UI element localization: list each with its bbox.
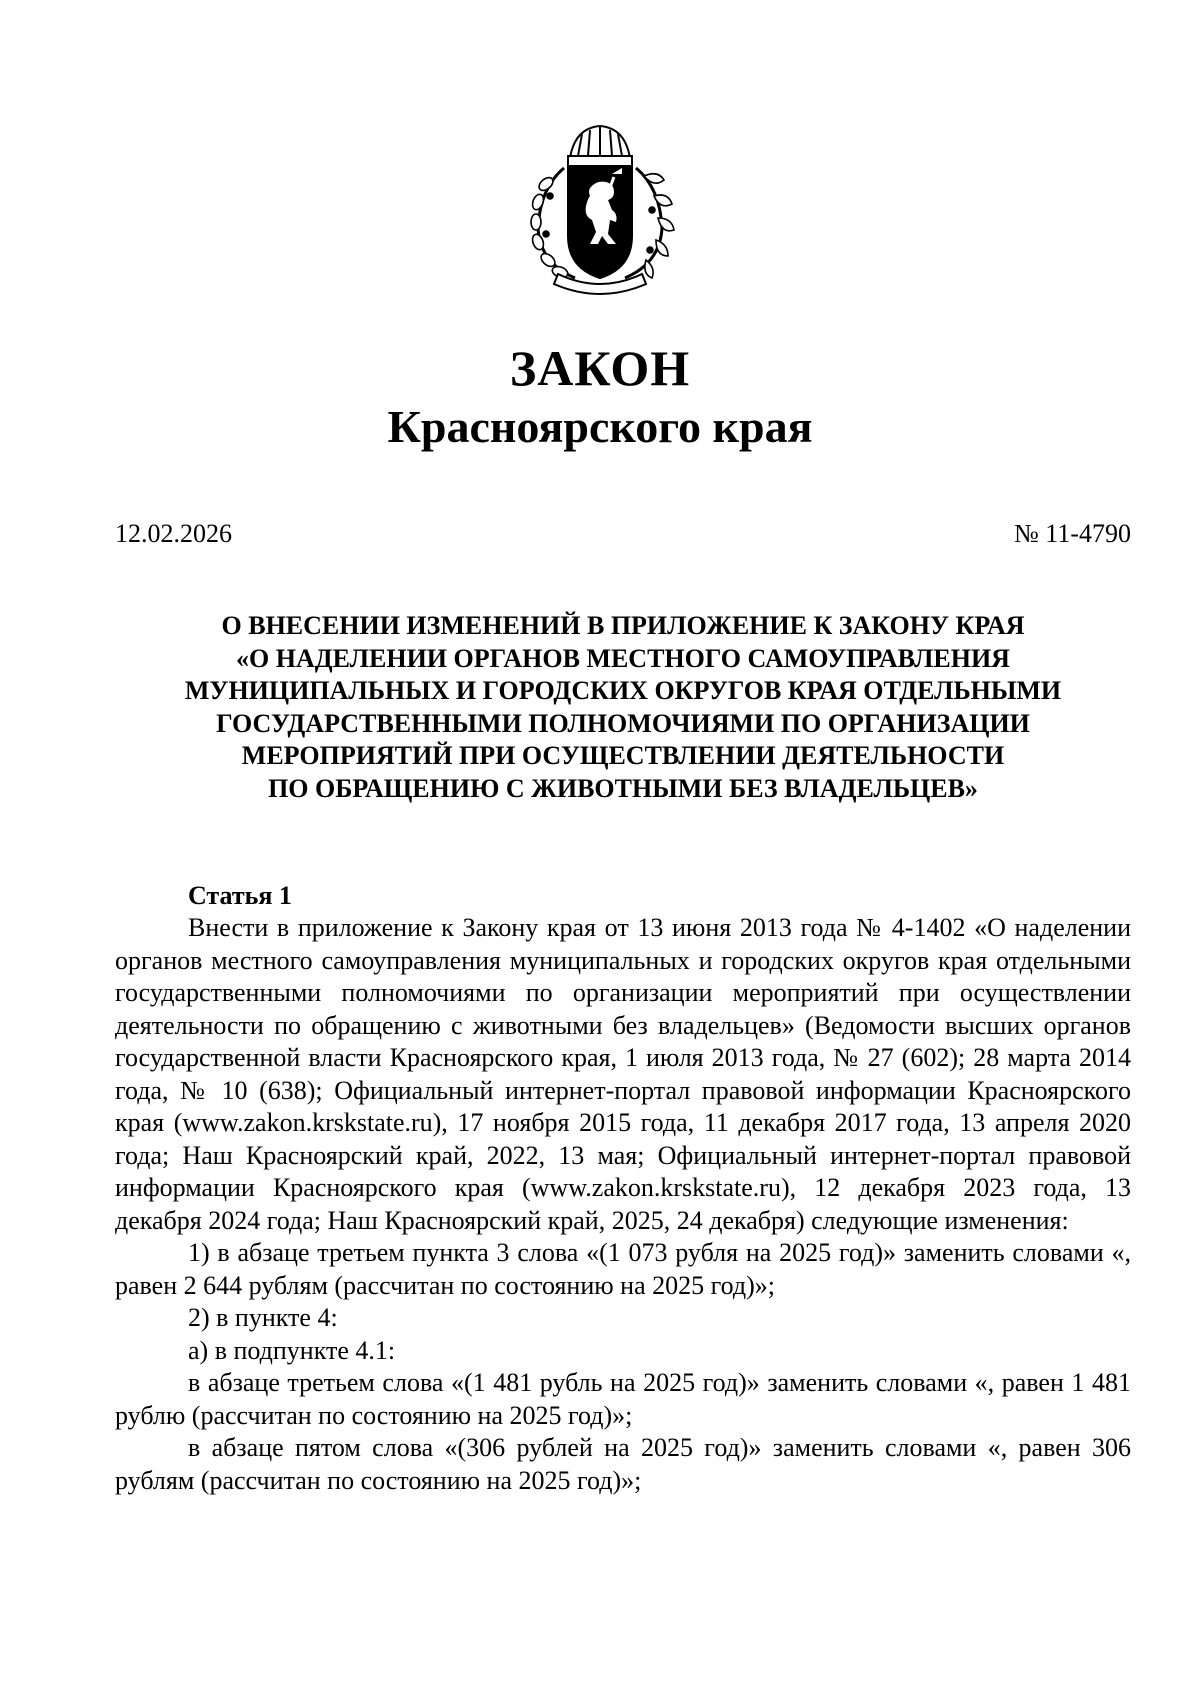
heading-line: «О НАДЕЛЕНИИ ОРГАНОВ МЕСТНОГО САМОУПРАВЛЕНИЯ xyxy=(236,643,1010,673)
article-title: Статья 1 xyxy=(188,881,292,910)
heading-line: ГОСУДАРСТВЕННЫМИ ПОЛНОМОЧИЯМИ ПО ОРГАНИЗАЦИИ xyxy=(216,708,1030,738)
paragraph: Внести в приложение к Закону края от 13 июня 2013 года № 4-1402 «О наделении органов местного самоуправления муниципальных и городских округов края отдельными государственными полномочиями по организации мероприятий при осуществлении деятельности по обращению с животными без владельцев» (Ведомости высших органов государственной власти Красноярского края, 1 июля 2013 года, № 27 (602); 28 марта 2014 года, № 10 (638); Официальный интернет-портал правовой информации Красноярского края (www.zakon.krskstate.ru), 17 ноября 2015 года, 11 декабря 2017 года, 13 апреля 2020 года; Наш Красноярский край, 2022, 13 мая; Официальный интернет-портал правовой информации Красноярского края (www.zakon.krskstate.ru), 12 декабря 2023 года, 13 декабря 2024 года; Наш Красноярский край, 2025, 24 декабря) следующие изменения: xyxy=(115,913,1131,1235)
law-date: 12.02.2026 xyxy=(115,519,232,548)
heading-line: МЕРОПРИЯТИЙ ПРИ ОСУЩЕСТВЛЕНИИ ДЕЯТЕЛЬНОСТИ xyxy=(241,741,1005,770)
paragraph: а) в подпункте 4.1: xyxy=(188,1335,396,1365)
heading-line: ПО ОБРАЩЕНИЮ С ЖИВОТНЫМИ БЕЗ ВЛАДЕЛЬЦЕВ» xyxy=(268,773,978,803)
meta-row xyxy=(115,518,1131,550)
law-subtitle: Красноярского края xyxy=(387,401,813,452)
paragraph: в абзаце третьем слова «(1 481 рубль на 2025 год)» заменить словами «, равен 1 481 рублю (рассчитан по состоянию на 2025 год)»; xyxy=(115,1368,1131,1430)
heading-line: МУНИЦИПАЛЬНЫХ И ГОРОДСКИХ ОКРУГОВ КРАЯ ОТДЕЛЬНЫМИ xyxy=(184,676,1062,705)
article-body xyxy=(115,912,1131,1497)
paragraph: 1) в абзаце третьем пункта 3 слова «(1 073 рубля на 2025 год)» заменить словами «, равен 2 644 рублям (рассчитан по состоянию на 2025 год)»; xyxy=(115,1238,1131,1300)
document-heading xyxy=(115,610,1131,805)
paragraph: 2) в пункте 4: xyxy=(188,1303,338,1332)
law-title: ЗАКОН xyxy=(509,340,691,396)
coat-of-arms-icon xyxy=(520,118,680,298)
law-number: № 11-4790 xyxy=(1014,519,1131,548)
paragraph: в абзаце пятом слова «(306 рублей на 2025 год)» заменить словами «, равен 306 рублям (рассчитан по состоянию на 2025 год)»; xyxy=(115,1433,1131,1495)
heading-line: О ВНЕСЕНИИ ИЗМЕНЕНИЙ В ПРИЛОЖЕНИЕ К ЗАКОНУ КРАЯ xyxy=(221,611,1025,640)
